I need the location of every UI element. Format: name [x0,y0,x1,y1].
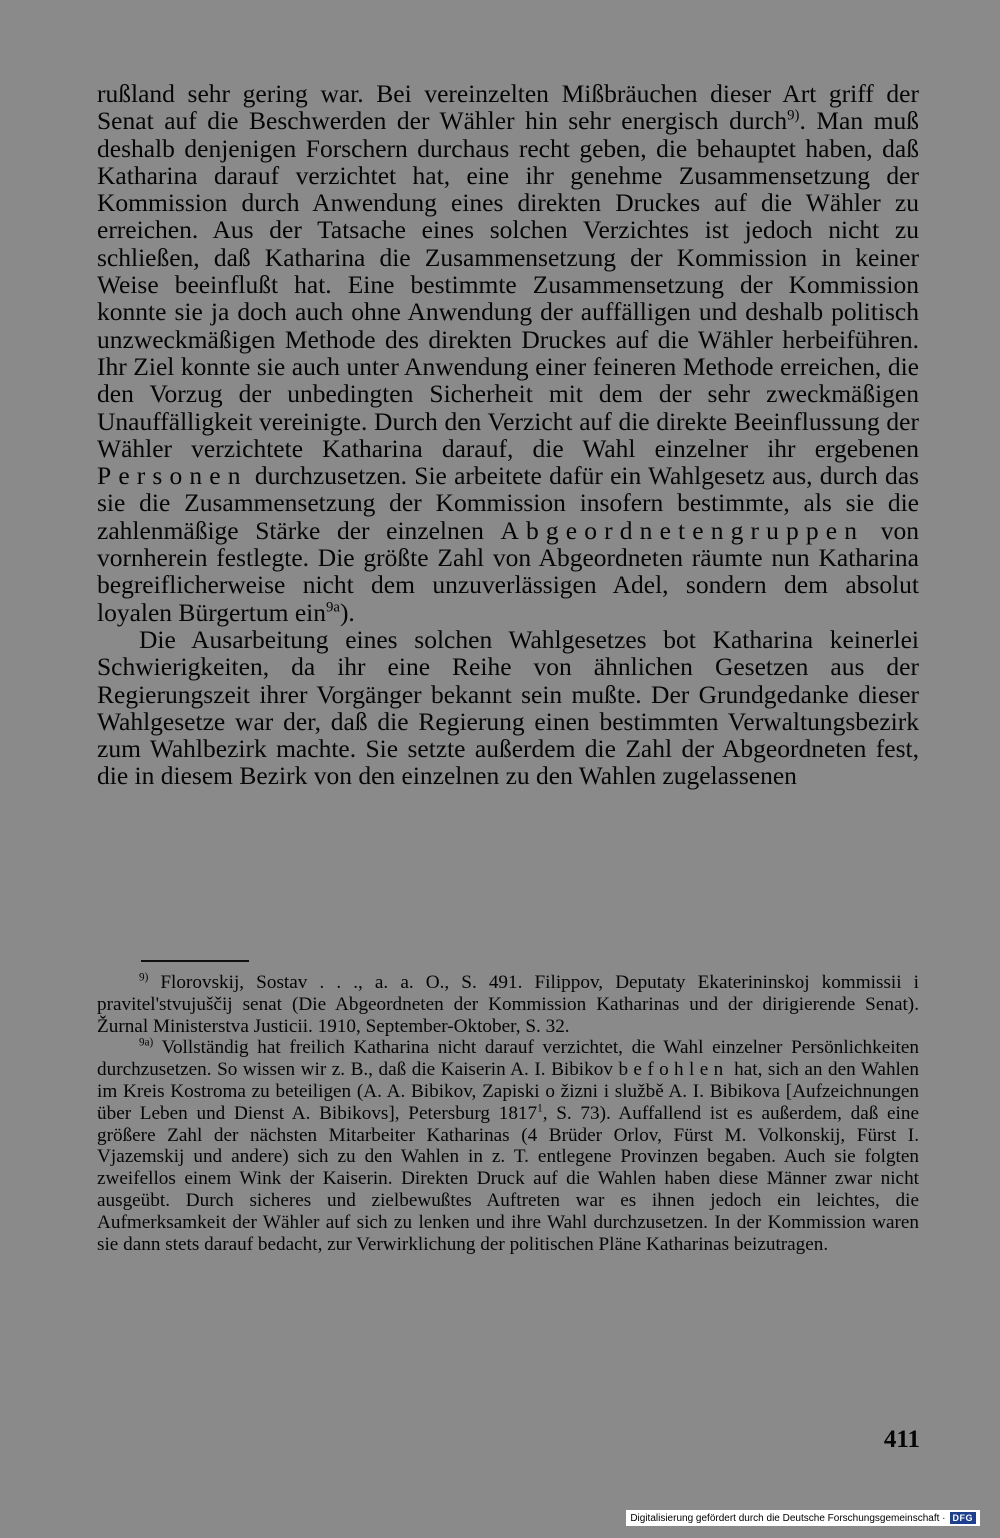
main-text [97,80,919,790]
footnote-ref-9a: 9a [325,599,340,616]
paragraph-1: rußland sehr gering war. Bei vereinzelten Mißbräuchen dieser Art griff der Senat auf die Beschwerden der Wähler hin sehr energisch durch$^{9)}$. Man muß deshalb denjenigen Forschern durchaus recht geben, die behauptet haben, daß Katharina darauf verzichtet hat, eine ihr genehme Zusammensetzung der Kommission durch Anwendung eines direkten Druckes auf die Wähler zu erreichen. Aus der Tatsache eines solchen Verzichtes ist jedoch nicht zu schließen, daß Katharina die Zusammensetzung der Kommission in keiner Weise beeinflußt hat. Eine bestimmte Zusammensetzung der Kommission konnte sie ja doch auch ohne Anwendung der auffälligen und deshalb politisch unzweckmäßigen Methode des direkten Druckes auf die Wähler herbeiführen. Ihr Ziel konnte sie auch unter Anwendung einer feineren Methode erreichen, die den Vorzug der unbedingten Sicherheit mit dem der sehr zweckmäßigen Unauffälligkeit vereinigte. Durch den Verzicht auf die direkte Beeinflussung der Wähler verzichtete Katharina darauf, die Wahl einzelner ihr ergebenen Personen durchzusetzen. Sie arbeitete dafür ein Wahlgesetz aus, durch das sie die Zusammensetzung der Kommission insofern bestimmte, als sie die zahlenmäßige Stärke der einzelnen Abgeordnetengruppen von vornherein festlegte. Die größte Zahl von Abgeordneten räumte nun Katharina begreiflicherweise nicht dem unzuverlässigen Adel, sondern dem absolut loyalen Bürgertum ein$^{9a}$). [97,79,920,627]
emphasis-befohlen: befohlen [618,1059,729,1081]
emphasis-personen: Personen [97,461,248,491]
digitization-credit [626,1510,980,1526]
dfg-logo-icon: DFG [950,1512,977,1524]
paragraph-2: Die Ausarbeitung eines solchen Wahlgesetzes bot Katharina keinerlei Schwierigkeiten, da ihr eine Reihe von ähnlichen Gesetzen aus der Regierungszeit ihrer Vorgänger bekannt sein mußte. Der Grundgedanke dieser Wahlgesetze war der, daß die Regierung einen bestimmten Verwaltungsbezirk zum Wahlbezirk machte. Sie setzte außerdem die Zahl der Abgeordneten fest, die in diesem Bezirk von den einzelnen zu den Wahlen zugelassenen [97,624,919,791]
emphasis-abgeordnetengruppen: Abgeordnetengruppen [500,515,865,545]
footnote-label-9: 9) [139,971,149,984]
footnotes [97,972,919,1255]
footnote-separator [141,960,249,962]
credit-text: Digitalisierung gefördert durch die Deutsche Forschungsgemeinschaft · [630,1512,946,1524]
footnote-label-9a: 9a) [139,1037,154,1049]
page-number: 411 [883,1426,920,1453]
footnote-9: $^{9)}$ Florovskij, Sostav . . ., a. a. O., S. 491. Filippov, Deputaty Ekaterininskoj kommissii i pravitel'stvujuščij senat (Die Abgeordneten der Kommission Katharinas und der dirigierende Senat). Žurnal Ministerstva Justicii. 1910, September-Oktober, S. 32. [97,971,920,1037]
footnote-9a: $^{9a)}$ Vollständig hat freilich Katharina nicht darauf verzichtet, die Wahl einzelner Persönlichkeiten durchzusetzen. So wissen wir z. B., daß die Kaiserin A. I. Bibikov befohlen hat, sich an den Wahlen im Kreis Kostroma zu beteiligen (A. A. Bibikov, Zapiski o žizni i službě A. I. Bibikova [Aufzeichnungen über Leben und Dienst A. Bibikovs], Petersburg 1817$^1$, S. 73). Auffallend ist es außerdem, daß eine größere Zahl der nächsten Mitarbeiter Katharinas (4 Brüder Orlov, Fürst M. Volkonskij, Fürst I. Vjazemskij und andere) sich zu den Wahlen in z. T. entlegene Provinzen begaben. Auch sie folgten zweifellos einem Wink der Kaiserin. Direkten Druck auf die Wahlen haben diese Männer zwar nicht ausgeübt. Durch sicheres und zielbewußtes Auftreten war es ihnen jedoch ein leichtes, die Aufmerksamkeit der Wähler auf sich zu lenken und ihre Wahl durchzusetzen. In der Kommission waren sie dann stets darauf bedacht, zur Verwirklichung der politischen Pläne Katharinas beizutragen. [97,1037,919,1255]
footnote-ref-9: 9) [787,107,800,124]
